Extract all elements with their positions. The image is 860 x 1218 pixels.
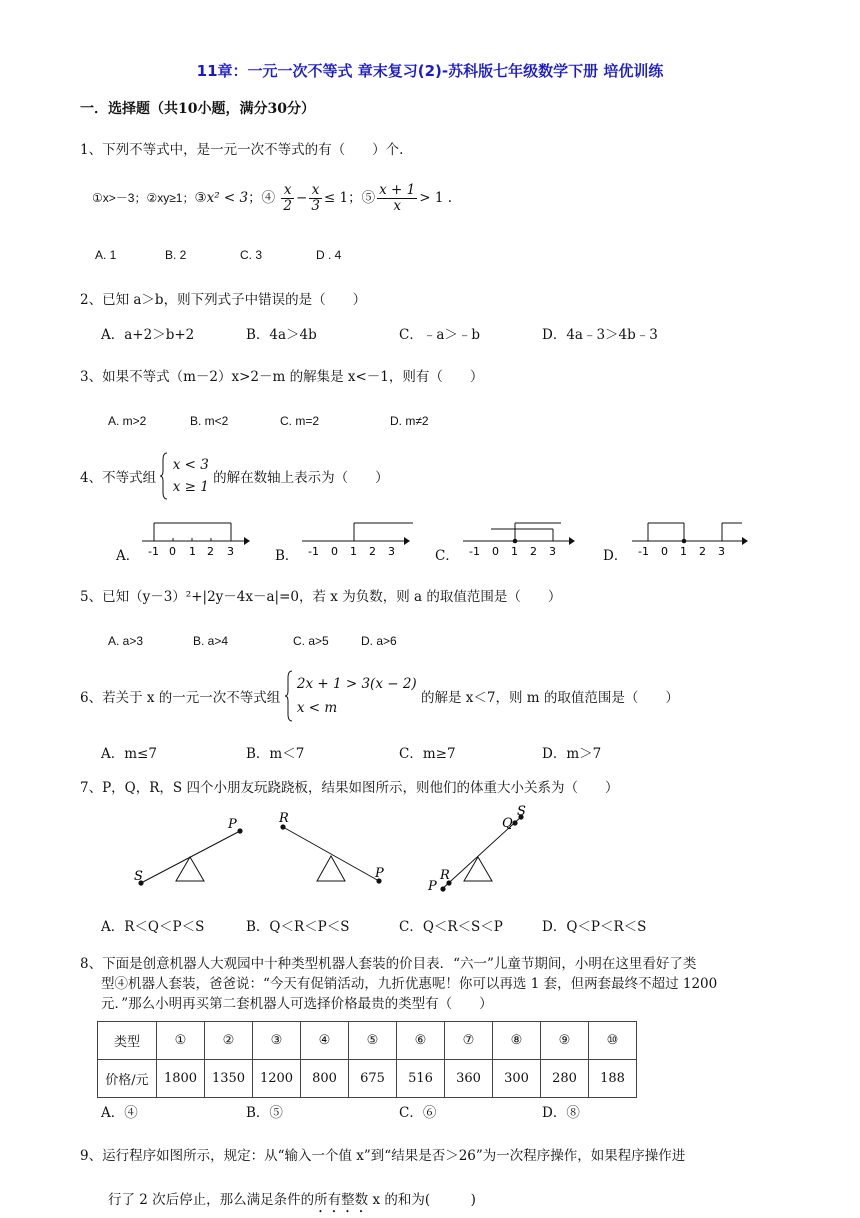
table-cell: 360 <box>445 1060 493 1098</box>
tick-label: 2 <box>207 545 214 558</box>
question-2-stem: 2、已知 a＞b，则下列式子中错误的是（ ） <box>80 292 367 308</box>
table-header-cell: 价格/元 <box>98 1060 157 1098</box>
q3-option-b[interactable]: B. m<2 <box>190 414 229 428</box>
label-s: S <box>517 804 526 819</box>
question-9-line-1: 9、运行程序如图所示，规定：从“输入一个值 x”到“结果是否＞26”为一次程序操作，如果程序操作进 <box>80 1148 686 1164</box>
section-heading: 一．选择题（共10小题，满分30分） <box>80 101 315 117</box>
q3-option-a[interactable]: A. m>2 <box>108 414 147 428</box>
question-4-stem: 4、不等式组 x < 3 x ≥ 1 的解在数轴上表示为（ ） <box>80 452 389 500</box>
table-cell: ⑨ <box>541 1022 589 1060</box>
table-cell: ⑦ <box>445 1022 493 1060</box>
price-table <box>97 1021 637 1098</box>
table-cell: ⑥ <box>397 1022 445 1060</box>
question-3-stem: 3、如果不等式（m－2）x>2－m 的解集是 x<－1，则有（ ） <box>80 369 484 385</box>
table-cell: ② <box>205 1022 253 1060</box>
table-row <box>98 1022 637 1060</box>
question-1-items: ①x>－3；②xy≥1；③x² < 3；④ $\frac{x}{2}$ − $\frac{x}{3}$ ≤ 1；⑤ $\frac{x + 1}{x}$ > 1 . <box>92 182 452 214</box>
tick-label: 2 <box>699 545 706 558</box>
table-cell: 800 <box>301 1060 349 1098</box>
table-cell: 675 <box>349 1060 397 1098</box>
q1-option-b[interactable]: B. 2 <box>165 248 187 262</box>
label-s: S <box>134 869 143 884</box>
q7-option-c[interactable]: C．Q＜R＜S＜P <box>399 919 503 935</box>
label-q: Q <box>502 816 513 831</box>
tick-label: -1 <box>469 545 480 558</box>
q5-option-a[interactable]: A. a>3 <box>108 634 144 648</box>
label-p: P <box>228 817 237 832</box>
table-cell: 1800 <box>157 1060 205 1098</box>
tick-label: 1 <box>511 545 518 558</box>
question-5-stem: 5、已知（y－3）²+|2y－4x－a|=0，若 x 为负数，则 a 的取值范围是（ ） <box>80 589 562 605</box>
q7-option-d[interactable]: D．Q＜P＜R＜S <box>542 919 647 935</box>
table-cell: 280 <box>541 1060 589 1098</box>
number-line-d <box>630 516 752 560</box>
q1-option-a[interactable]: A. 1 <box>95 248 117 262</box>
label-r: R <box>279 811 289 826</box>
tick-label: 0 <box>169 545 176 558</box>
q8-option-c[interactable]: C．⑥ <box>399 1105 437 1121</box>
number-line-c <box>461 516 581 560</box>
number-line-b <box>300 516 420 560</box>
q5-option-c[interactable]: C. a>5 <box>293 634 329 648</box>
table-cell: 1200 <box>253 1060 301 1098</box>
q1-option-d[interactable]: D . 4 <box>316 248 342 262</box>
q8-option-a[interactable]: A．④ <box>101 1105 138 1121</box>
tick-label: 1 <box>189 545 196 558</box>
page-title: 11章：一元一次不等式 章末复习(2)-苏科版七年级数学下册 培优训练 <box>196 62 664 80</box>
q6-option-d[interactable]: D．m＞7 <box>542 746 602 762</box>
tick-label: -1 <box>308 545 319 558</box>
q4-option-d[interactable]: D． <box>603 548 628 564</box>
q4-option-c[interactable]: C． <box>435 548 459 564</box>
label-r: R <box>440 868 450 883</box>
q3-option-c[interactable]: C. m=2 <box>280 414 320 428</box>
table-cell: ⑤ <box>349 1022 397 1060</box>
tick-label: -1 <box>638 545 649 558</box>
tick-label: 3 <box>549 545 556 558</box>
question-9-line-2: 行了 2 次后停止，那么满足条件的所有整数 x 的和为( ) <box>108 1192 476 1208</box>
tick-label: 2 <box>369 545 376 558</box>
table-row <box>98 1060 637 1098</box>
question-7-stem: 7、P，Q，R，S 四个小朋友玩跷跷板，结果如图所示，则他们的体重大小关系为（ ） <box>80 780 619 796</box>
seesaw-figures <box>128 804 526 898</box>
tick-label: 3 <box>388 545 395 558</box>
q7-option-a[interactable]: A．R＜Q＜P＜S <box>101 919 205 935</box>
label-p: P <box>375 866 384 881</box>
q4-option-a[interactable]: A． <box>116 548 140 564</box>
q3-option-d[interactable]: D. m≠2 <box>390 414 429 428</box>
q8-option-b[interactable]: B．⑤ <box>246 1105 283 1121</box>
question-8-line-2: 型④机器人套装，爸爸说：“今天有促销活动，九折优惠呢！你可以再选 1 套，但两套最终不超过 1200 <box>101 976 718 992</box>
table-cell: ③ <box>253 1022 301 1060</box>
table-header-cell: 类型 <box>98 1022 157 1060</box>
tick-label: 3 <box>718 545 725 558</box>
q7-option-b[interactable]: B．Q＜R＜P＜S <box>246 919 350 935</box>
q8-option-d[interactable]: D．⑧ <box>542 1105 580 1121</box>
number-line-a <box>140 516 250 560</box>
q2-option-b[interactable]: B．4a＞4b <box>246 327 317 343</box>
label-p: P <box>428 879 437 894</box>
q6-option-a[interactable]: A．m≤7 <box>101 746 157 762</box>
question-8-line-3: 元．”那么小明再买第二套机器人可选择价格最贵的类型有（ ） <box>101 996 493 1012</box>
table-cell: 516 <box>397 1060 445 1098</box>
question-6-stem: 6、若关于 x 的一元一次不等式组 2x + 1 > 3(x − 2) x < m 的解是 x＜7，则 m 的取值范围是（ ） <box>80 670 679 722</box>
q2-option-c[interactable]: C．﹣a＞﹣b <box>399 327 481 343</box>
q5-option-b[interactable]: B. a>4 <box>193 634 229 648</box>
tick-label: 3 <box>227 545 234 558</box>
q6-option-b[interactable]: B．m＜7 <box>246 746 305 762</box>
tick-label: 2 <box>530 545 537 558</box>
tick-label: 0 <box>492 545 499 558</box>
table-cell: 300 <box>493 1060 541 1098</box>
tick-label: 0 <box>331 545 338 558</box>
tick-label: 1 <box>680 545 687 558</box>
table-cell: ④ <box>301 1022 349 1060</box>
q6-option-c[interactable]: C．m≥7 <box>399 746 456 762</box>
question-8-line-1: 8、下面是创意机器人大观园中十种类型机器人套装的价目表．“六一”儿童节期间，小明在这里看好了类 <box>80 956 697 972</box>
table-cell: ⑧ <box>493 1022 541 1060</box>
table-cell: 188 <box>589 1060 637 1098</box>
table-cell: ⑩ <box>589 1022 637 1060</box>
tick-label: 1 <box>350 545 357 558</box>
question-1-stem: 1、下列不等式中，是一元一次不等式的有（ ）个. <box>80 142 404 158</box>
q2-option-d[interactable]: D．4a﹣3＞4b﹣3 <box>542 327 658 343</box>
tick-label: -1 <box>148 545 159 558</box>
q4-option-b[interactable]: B． <box>275 548 299 564</box>
table-cell: ① <box>157 1022 205 1060</box>
table-cell: 1350 <box>205 1060 253 1098</box>
q1-option-c[interactable]: C. 3 <box>240 248 263 262</box>
q5-option-d[interactable]: D. a>6 <box>361 634 397 648</box>
tick-label: 0 <box>661 545 668 558</box>
q2-option-a[interactable]: A．a+2＞b+2 <box>101 327 195 343</box>
